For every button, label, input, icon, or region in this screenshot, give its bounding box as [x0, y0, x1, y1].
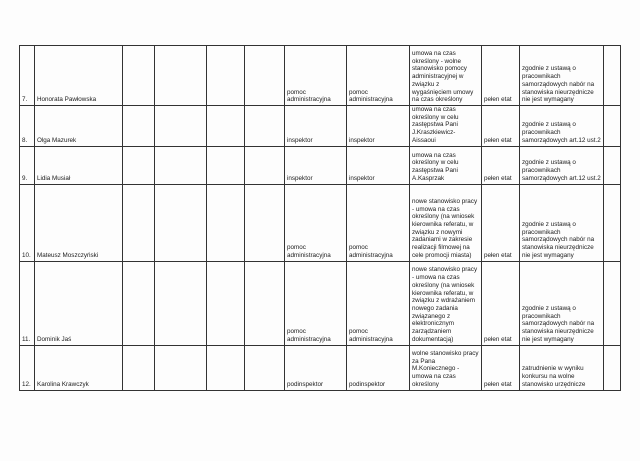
position-from: pomoc administracyjna [285, 261, 347, 345]
position-to: pomoc administracyjna [347, 184, 410, 261]
empty-cell [155, 46, 207, 106]
table-row [20, 146, 621, 184]
empty-cell [245, 261, 285, 345]
position-from: podinspektor [285, 345, 347, 390]
legal-basis-note: zgodnie z ustawą o pracownikach samorządowych nabór na stanowiska nieurzędnicze nie jest wymagany [520, 46, 604, 106]
contract-description: nowe stanowisko pracy - umowa na czas określony (na wniosek kierownika referatu, w związku z wdrażaniem nowego zadania związanego z elektronicznym zarządzaniem dokumentacją) [410, 261, 482, 345]
row-number: 11. [20, 261, 35, 345]
empty-cell [604, 184, 621, 261]
contract-description: wolne stanowisko pracy za Pana M.Koniecznego - umowa na czas określony [410, 345, 482, 390]
employment-table [19, 45, 621, 391]
empty-cell [245, 345, 285, 390]
position-to: inspektor [347, 146, 410, 184]
position-from: pomoc administracyjna [285, 184, 347, 261]
empty-cell [604, 106, 621, 147]
working-time: pełen etat [482, 261, 520, 345]
empty-cell [123, 46, 155, 106]
table-row [20, 106, 621, 147]
employee-name: Dominik Jaś [35, 261, 123, 345]
legal-basis-note: zgodnie z ustawą o pracownikach samorządowych nabór na stanowiska nieurzędnicze nie jest wymagany [520, 261, 604, 345]
empty-cell [207, 184, 245, 261]
contract-description: umowa na czas określony w celu zastępstwa Pani J.Kraszkiewicz-Aissaoui [410, 106, 482, 147]
empty-cell [155, 184, 207, 261]
legal-basis-note: zgodnie z ustawą o pracownikach samorządowych art.12 ust.2 [520, 106, 604, 147]
position-from: pomoc administracyjna [285, 46, 347, 106]
contract-description: nowe stanowisko pracy - umowa na czas określony (na wniosek kierownika referatu, w związku z nowymi zadaniami w zakresie realizacji filmowej na cele promocji miasta) [410, 184, 482, 261]
empty-cell [123, 261, 155, 345]
position-to: pomoc administracyjna [347, 261, 410, 345]
table-row [20, 46, 621, 106]
empty-cell [155, 106, 207, 147]
table-row [20, 345, 621, 390]
working-time: pełen etat [482, 106, 520, 147]
empty-cell [604, 146, 621, 184]
empty-cell [155, 146, 207, 184]
empty-cell [604, 46, 621, 106]
legal-basis-note: zgodnie z ustawą o pracownikach samorządowych nabór na stanowiska nieurzędnicze nie jest wymagany [520, 184, 604, 261]
employee-name: Lidia Musiał [35, 146, 123, 184]
employee-name: Honorata Pawłowska [35, 46, 123, 106]
contract-description: umowa na czas określony - wolne stanowisko pomocy administracyjnej w związku z wygaśnięciem umowy na czas określony [410, 46, 482, 106]
row-number: 12. [20, 345, 35, 390]
working-time: pełen etat [482, 146, 520, 184]
empty-cell [604, 261, 621, 345]
row-number: 10. [20, 184, 35, 261]
working-time: pełen etat [482, 345, 520, 390]
row-number: 9. [20, 146, 35, 184]
position-to: podinspektor [347, 345, 410, 390]
empty-cell [123, 345, 155, 390]
empty-cell [245, 184, 285, 261]
empty-cell [155, 345, 207, 390]
contract-description: umowa na czas określony w celu zastępstwa Pani A.Kasprzak [410, 146, 482, 184]
legal-basis-note: zatrudnienie w wyniku konkursu na wolne stanowisko urzędnicze [520, 345, 604, 390]
empty-cell [155, 261, 207, 345]
table-row [20, 261, 621, 345]
empty-cell [123, 184, 155, 261]
empty-cell [207, 261, 245, 345]
empty-cell [207, 46, 245, 106]
position-from: inspektor [285, 106, 347, 147]
empty-cell [245, 146, 285, 184]
empty-cell [245, 106, 285, 147]
row-number: 7. [20, 46, 35, 106]
position-from: inspektor [285, 146, 347, 184]
position-to: inspektor [347, 106, 410, 147]
position-to: pomoc administracyjna [347, 46, 410, 106]
empty-cell [123, 146, 155, 184]
empty-cell [245, 46, 285, 106]
working-time: pełen etat [482, 46, 520, 106]
empty-cell [604, 345, 621, 390]
legal-basis-note: zgodnie z ustawą o pracownikach samorządowych art.12 ust.2 [520, 146, 604, 184]
employee-name: Karolina Krawczyk [35, 345, 123, 390]
employee-name: Olga Mazurek [35, 106, 123, 147]
empty-cell [207, 345, 245, 390]
empty-cell [207, 146, 245, 184]
empty-cell [123, 106, 155, 147]
employee-name: Mateusz Moszczyński [35, 184, 123, 261]
table-row [20, 184, 621, 261]
row-number: 8. [20, 106, 35, 147]
working-time: pełen etat [482, 184, 520, 261]
empty-cell [207, 106, 245, 147]
